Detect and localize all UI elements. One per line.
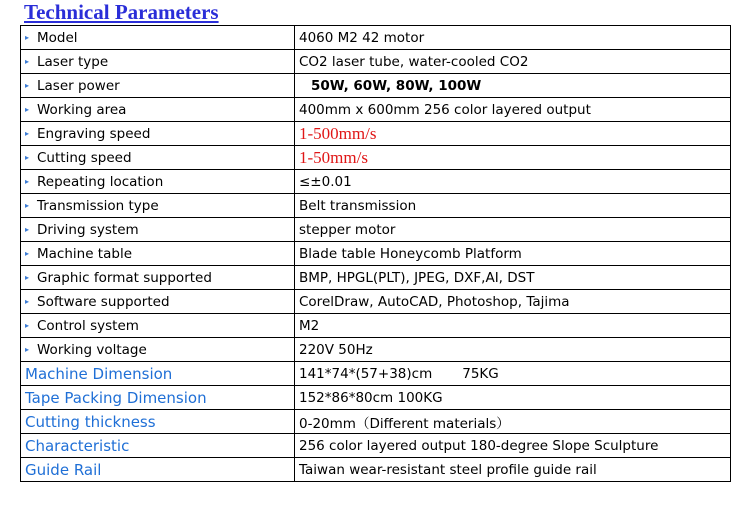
table-row xyxy=(21,458,731,482)
row-label: Driving system xyxy=(37,221,139,238)
row-value: ≤±0.01 xyxy=(295,170,731,194)
table-row xyxy=(21,386,731,410)
row-label: Tape Packing Dimension xyxy=(25,388,207,407)
triangle-right-icon: ▸ xyxy=(25,321,30,330)
row-value: Taiwan wear-resistant steel profile guide rail xyxy=(295,458,731,482)
table-row xyxy=(21,194,731,218)
row-label: Machine table xyxy=(37,245,132,262)
table-row xyxy=(21,98,731,122)
table-row xyxy=(21,362,731,386)
row-label: Control system xyxy=(37,317,139,334)
row-value: 50W, 60W, 80W, 100W xyxy=(311,77,482,94)
table-row xyxy=(21,170,731,194)
table-row xyxy=(21,218,731,242)
row-value: M2 xyxy=(295,314,731,338)
triangle-right-icon: ▸ xyxy=(25,297,30,306)
row-value-weight: 75KG xyxy=(462,365,499,382)
table-row xyxy=(21,146,731,170)
row-value: BMP, HPGL(PLT), JPEG, DXF,AI, DST xyxy=(295,266,731,290)
row-value: CorelDraw, AutoCAD, Photoshop, Tajima xyxy=(295,290,731,314)
triangle-right-icon: ▸ xyxy=(25,345,30,354)
table-row xyxy=(21,338,731,362)
table-row xyxy=(21,74,731,98)
row-label: Model xyxy=(37,29,78,46)
row-label: Working area xyxy=(37,101,127,118)
parameters-table xyxy=(20,25,731,482)
row-label: Characteristic xyxy=(25,436,130,455)
row-value: 4060 M2 42 motor xyxy=(295,26,731,50)
table-row xyxy=(21,266,731,290)
table-row xyxy=(21,26,731,50)
page-title: Technical Parameters xyxy=(24,0,219,24)
triangle-right-icon: ▸ xyxy=(25,273,30,282)
triangle-right-icon: ▸ xyxy=(25,225,30,234)
row-value: 0-20mm（Different materials） xyxy=(295,410,731,434)
row-label: Cutting thickness xyxy=(25,412,156,431)
row-value: 141*74*(57+38)cm xyxy=(299,365,433,382)
triangle-right-icon: ▸ xyxy=(25,177,30,186)
row-label: Repeating location xyxy=(37,173,164,190)
row-value: stepper motor xyxy=(295,218,731,242)
row-label: Graphic format supported xyxy=(37,269,212,286)
row-label: Guide Rail xyxy=(25,460,102,479)
table-row xyxy=(21,242,731,266)
row-label: Laser type xyxy=(37,53,109,70)
triangle-right-icon: ▸ xyxy=(25,201,30,210)
table-row xyxy=(21,50,731,74)
row-value: 1-50mm/s xyxy=(299,147,368,167)
row-value: 152*86*80cm 100KG xyxy=(295,386,731,410)
row-value: 220V 50Hz xyxy=(295,338,731,362)
row-label: Cutting speed xyxy=(37,149,132,166)
triangle-right-icon: ▸ xyxy=(25,33,30,42)
table-row xyxy=(21,122,731,146)
triangle-right-icon: ▸ xyxy=(25,81,30,90)
triangle-right-icon: ▸ xyxy=(25,129,30,138)
row-label: Machine Dimension xyxy=(25,364,173,383)
row-label: Transmission type xyxy=(37,197,159,214)
triangle-right-icon: ▸ xyxy=(25,57,30,66)
triangle-right-icon: ▸ xyxy=(25,153,30,162)
row-value: Blade table Honeycomb Platform xyxy=(295,242,731,266)
table-row xyxy=(21,314,731,338)
row-value: 256 color layered output 180-degree Slope Sculpture xyxy=(295,434,731,458)
triangle-right-icon: ▸ xyxy=(25,105,30,114)
table-row xyxy=(21,410,731,434)
table-row xyxy=(21,290,731,314)
row-value: 400mm x 600mm 256 color layered output xyxy=(295,98,731,122)
row-value: CO2 laser tube, water-cooled CO2 xyxy=(295,50,731,74)
row-value: 1-500mm/s xyxy=(299,123,377,143)
triangle-right-icon: ▸ xyxy=(25,249,30,258)
row-label: Working voltage xyxy=(37,341,147,358)
row-label: Laser power xyxy=(37,77,120,94)
table-row xyxy=(21,434,731,458)
row-label: Engraving speed xyxy=(37,125,151,142)
row-value: Belt transmission xyxy=(295,194,731,218)
row-label: Software supported xyxy=(37,293,170,310)
